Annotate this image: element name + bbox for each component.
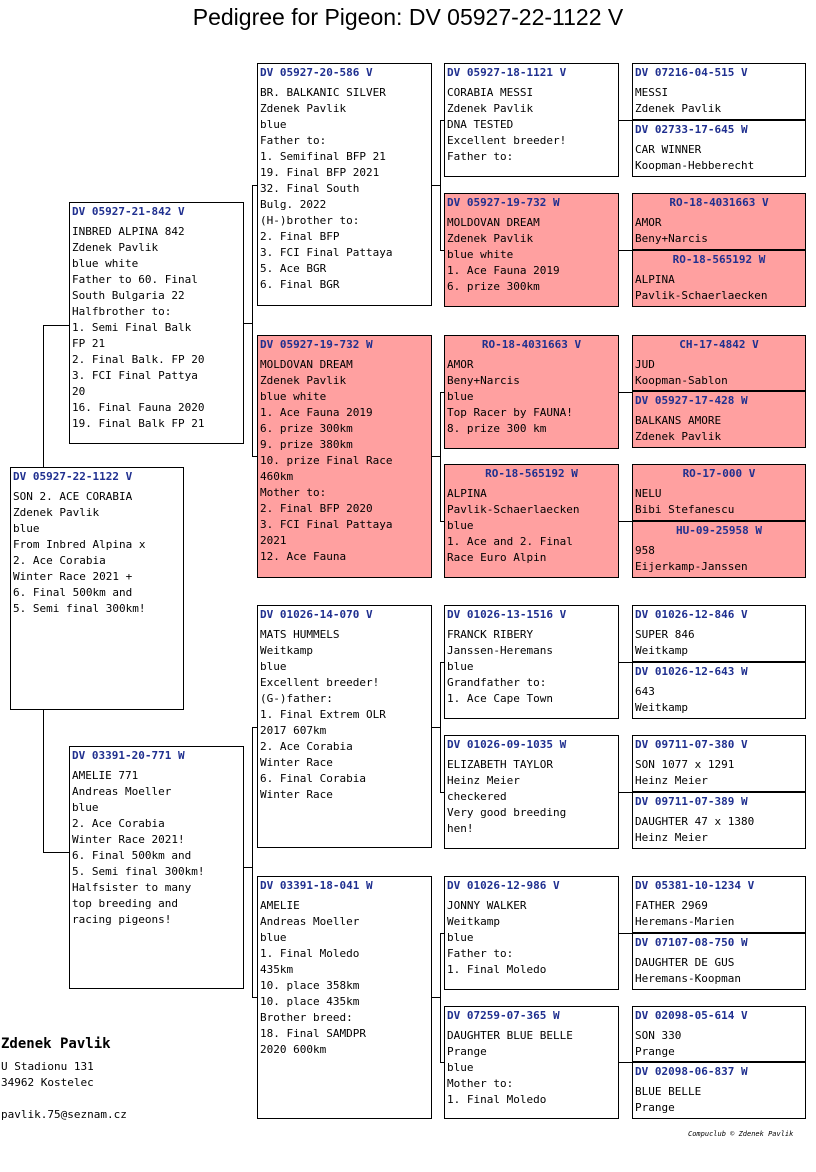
ring-number: DV 05927-21-842 V [72, 205, 185, 218]
pigeon-name: BR. BALKANIC SILVER [260, 86, 386, 99]
pigeon-breeder: Heinz Meier [447, 774, 520, 787]
connector-line [440, 792, 444, 793]
pigeon-detail-line: blue [447, 660, 474, 673]
connector-line [619, 933, 632, 934]
pigeon-name: ALPINA [447, 487, 487, 500]
pigeon-breeder: Prange [447, 1045, 487, 1058]
ring-number: DV 05381-10-1234 V [635, 879, 755, 892]
pigeon-card-ff[interactable] [257, 63, 432, 306]
pigeon-detail-line: hen! [447, 822, 474, 835]
pigeon-name: AMOR [447, 358, 474, 371]
pigeon-detail-line: 2. Ace Corabia [13, 554, 106, 567]
pigeon-detail-line: 1. Final Moledo [260, 947, 360, 960]
pigeon-detail-line: 3. FCI Final Pattaya [260, 246, 393, 259]
pigeon-breeder: Zdenek Pavlik [260, 374, 347, 387]
pigeon-breeder: Pavlik-Schaerlaecken [635, 289, 768, 302]
pigeon-detail-line: 5. Ace BGR [260, 262, 327, 275]
ring-number: DV 03391-20-771 W [72, 749, 185, 762]
ring-number: DV 01026-12-643 W [635, 665, 748, 678]
breeder-address-city: 34962 Kostelec [1, 1076, 94, 1089]
pigeon-card-g5-9[interactable] [632, 605, 806, 662]
page-title: Pedigree for Pigeon: DV 05927-22-1122 V [192, 4, 624, 30]
pigeon-card-g5-6[interactable] [632, 391, 806, 448]
pigeon-card-g5-1[interactable] [632, 63, 806, 120]
pigeon-detail-line: Top Racer by FAUNA! [447, 406, 573, 419]
ring-number: RO-18-565192 W [672, 253, 766, 266]
pigeon-detail-line: top breeding and [72, 897, 178, 910]
pigeon-breeder: Janssen-Heremans [447, 644, 553, 657]
pigeon-detail-line: 2. Final Balk. FP 20 [72, 353, 205, 366]
connector-line [440, 521, 444, 522]
pigeon-detail-line: Race Euro Alpin [447, 551, 547, 564]
pigeon-breeder: Zdenek Pavlik [72, 241, 159, 254]
pigeon-detail-line: Father to 60. Final [72, 273, 198, 286]
pigeon-card-fmf[interactable] [444, 335, 619, 449]
ring-number: DV 09711-07-389 W [635, 795, 748, 808]
pigeon-detail-line: 6. Final 500km and [13, 586, 133, 599]
pigeon-breeder: Zdenek Pavlik [260, 102, 347, 115]
pigeon-detail-line: 1. Semifinal BFP 21 [260, 150, 386, 163]
pigeon-card-g5-12[interactable] [632, 792, 806, 849]
pigeon-detail-line: 2. Ace Corabia [72, 817, 165, 830]
ring-number: DV 01026-13-1516 V [447, 608, 567, 621]
pigeon-detail-line: Winter Race 2021! [72, 833, 185, 846]
pigeon-detail-line: South Bulgaria 22 [72, 289, 185, 302]
pigeon-name: SON 330 [635, 1029, 682, 1042]
pigeon-name: 643 [635, 685, 655, 698]
connector-line [619, 521, 632, 522]
pigeon-breeder: Zdenek Pavlik [635, 430, 722, 443]
pigeon-detail-line: Brother breed: [260, 1011, 353, 1024]
pigeon-detail-line: 16. Final Fauna 2020 [72, 401, 205, 414]
pigeon-detail-line: 20 [72, 385, 86, 398]
pigeon-detail-line: From Inbred Alpina x [13, 538, 146, 551]
pigeon-card-g5-7[interactable] [632, 464, 806, 521]
connector-line [440, 392, 441, 522]
pigeon-breeder: Weitkamp [635, 701, 688, 714]
pigeon-name: MESSI [635, 86, 669, 99]
ring-number: DV 02733-17-645 W [635, 123, 748, 136]
ring-number: CH-17-4842 V [679, 338, 759, 351]
pigeon-detail-line: 12. Ace Fauna [260, 550, 347, 563]
connector-line [440, 933, 444, 934]
pigeon-detail-line: 19. Final Balk FP 21 [72, 417, 205, 430]
pigeon-detail-line: 1. Semi Final Balk [72, 321, 192, 334]
pigeon-name: MATS HUMMELS [260, 628, 340, 641]
connector-line [252, 727, 257, 728]
pigeon-detail-line: Halfsister to many [72, 881, 192, 894]
pigeon-detail-line: Grandfather to: [447, 676, 547, 689]
pigeon-detail-line: 1. Ace Fauna 2019 [260, 406, 373, 419]
pigeon-detail-line: 1. Final Moledo [447, 1093, 547, 1106]
pigeon-detail-line: Mother to: [447, 1077, 514, 1090]
pigeon-detail-line: Winter Race [260, 788, 333, 801]
connector-line [440, 662, 444, 663]
connector-line [432, 185, 440, 186]
ring-number: RO-18-4031663 V [669, 196, 769, 209]
pigeon-name: SON 1077 x 1291 [635, 758, 735, 771]
pigeon-breeder: Heremans-Koopman [635, 972, 741, 985]
pigeon-card-g5-2[interactable] [632, 120, 806, 177]
ring-number: RO-18-565192 W [485, 467, 578, 480]
pigeon-detail-line: 6. prize 300km [447, 280, 540, 293]
ring-number: DV 01026-12-846 V [635, 608, 748, 621]
pigeon-detail-line: Mother to: [260, 486, 327, 499]
pigeon-name: FATHER 2969 [635, 899, 708, 912]
pigeon-card-mfm[interactable] [444, 735, 619, 849]
pigeon-breeder: Koopman-Hebberecht [635, 159, 755, 172]
pigeon-detail-line: 1. Ace Cape Town [447, 692, 553, 705]
pigeon-detail-line: blue white [72, 257, 139, 270]
pigeon-card-mmf[interactable] [444, 876, 619, 990]
pigeon-detail-line: 2021 [260, 534, 287, 547]
pigeon-name: CAR WINNER [635, 143, 702, 156]
pigeon-detail-line: 18. Final SAMDPR [260, 1027, 366, 1040]
ring-number: DV 01026-14-070 V [260, 608, 373, 621]
pigeon-name: JONNY WALKER [447, 899, 527, 912]
connector-line [619, 792, 632, 793]
ring-number: DV 09711-07-380 V [635, 738, 748, 751]
pigeon-name: MOLDOVAN DREAM [260, 358, 353, 371]
pigeon-detail-line: (H-)brother to: [260, 214, 360, 227]
pigeon-breeder: Weitkamp [260, 644, 313, 657]
breeder-name: Zdenek Pavlik [1, 1036, 111, 1052]
pigeon-detail-line: Father to: [447, 947, 514, 960]
connector-line [43, 710, 44, 852]
pigeon-breeder: Heinz Meier [635, 774, 708, 787]
ring-number: DV 03391-18-041 W [260, 879, 373, 892]
pigeon-detail-line: FP 21 [72, 337, 106, 350]
pigeon-card-mm[interactable] [257, 876, 432, 1119]
pigeon-name: SON 2. ACE CORABIA [13, 490, 133, 503]
pigeon-breeder: Weitkamp [635, 644, 688, 657]
pigeon-card-g5-11[interactable] [632, 735, 806, 792]
pigeon-detail-line: 6. Final 500km and [72, 849, 192, 862]
connector-line [440, 392, 444, 393]
connector-line [440, 933, 441, 1063]
pigeon-name: SUPER 846 [635, 628, 695, 641]
pigeon-card-fm[interactable] [257, 335, 432, 578]
pigeon-detail-line: 10. place 435km [260, 995, 360, 1008]
pigeon-breeder: Eijerkamp-Janssen [635, 560, 748, 573]
connector-line [440, 662, 441, 792]
pigeon-breeder: Zdenek Pavlik [635, 102, 722, 115]
pigeon-detail-line: blue [72, 801, 99, 814]
pigeon-detail-line: 460km [260, 470, 294, 483]
pigeon-detail-line: 19. Final BFP 2021 [260, 166, 380, 179]
connector-line [619, 120, 632, 121]
connector-line [252, 727, 253, 998]
pigeon-breeder: Prange [635, 1101, 675, 1114]
pigeon-detail-line: Very good breeding [447, 806, 567, 819]
pigeon-card-mf[interactable] [257, 605, 432, 848]
pigeon-detail-line: blue [447, 390, 474, 403]
pigeon-detail-line: Excellent breeder! [260, 676, 380, 689]
pigeon-detail-line: 5. Semi final 300km! [13, 602, 146, 615]
ring-number: DV 02098-05-614 V [635, 1009, 748, 1022]
breeder-address-street: U Stadionu 131 [1, 1060, 94, 1073]
pigeon-detail-line: 6. Final BGR [260, 278, 340, 291]
pigeon-name: ELIZABETH TAYLOR [447, 758, 553, 771]
pigeon-name: ALPINA [635, 273, 675, 286]
ring-number: DV 02098-06-837 W [635, 1065, 748, 1078]
pigeon-breeder: Zdenek Pavlik [13, 506, 100, 519]
connector-line [432, 997, 440, 998]
ring-number: DV 07107-08-750 W [635, 936, 748, 949]
pigeon-detail-line: Winter Race 2021 + [13, 570, 133, 583]
pigeon-card-ffm[interactable] [444, 193, 619, 307]
pigeon-breeder: Bibi Stefanescu [635, 503, 735, 516]
pigeon-breeder: Beny+Narcis [635, 232, 708, 245]
connector-line [43, 325, 69, 326]
pigeon-card-g5-10[interactable] [632, 662, 806, 719]
ring-number: DV 07216-04-515 V [635, 66, 748, 79]
pigeon-detail-line: 2020 600km [260, 1043, 327, 1056]
connector-line [244, 867, 252, 868]
pigeon-card-g5-3[interactable] [632, 193, 806, 250]
pigeon-card-g5-15[interactable] [632, 1006, 806, 1062]
pigeon-detail-line: blue white [260, 390, 327, 403]
connector-line [43, 852, 69, 853]
pigeon-name: DAUGHTER DE GUS [635, 956, 735, 969]
pigeon-detail-line: Halfbrother to: [72, 305, 172, 318]
pigeon-breeder: Prange [635, 1045, 675, 1058]
pigeon-detail-line: blue white [447, 248, 514, 261]
pigeon-name: AMOR [635, 216, 662, 229]
pigeon-card-mff[interactable] [444, 605, 619, 719]
pigeon-card-mmm[interactable] [444, 1006, 619, 1119]
ring-number: HU-09-25958 W [675, 524, 763, 537]
pigeon-detail-line: 2. Final BFP 2020 [260, 502, 373, 515]
pigeon-breeder: Andreas Moeller [260, 915, 360, 928]
pigeon-detail-line: blue [13, 522, 40, 535]
pigeon-name: JUD [635, 358, 655, 371]
connector-line [440, 120, 441, 250]
ring-number: DV 05927-19-732 W [447, 196, 560, 209]
pigeon-detail-line: 1. Ace Fauna 2019 [447, 264, 560, 277]
connector-line [619, 1062, 632, 1063]
pigeon-detail-line: blue [447, 519, 474, 532]
pigeon-name: FRANCK RIBERY [447, 628, 534, 641]
connector-line [252, 997, 257, 998]
ring-number: DV 05927-17-428 W [635, 394, 748, 407]
pigeon-card-g5-5[interactable] [632, 335, 806, 391]
pigeon-detail-line: 10. prize Final Race [260, 454, 393, 467]
pigeon-detail-line: blue [447, 1061, 474, 1074]
connector-line [252, 185, 257, 186]
pigeon-breeder: Zdenek Pavlik [447, 232, 534, 245]
pigeon-breeder: Andreas Moeller [72, 785, 172, 798]
pigeon-card-father[interactable] [69, 202, 244, 444]
pigeon-name: AMELIE 771 [72, 769, 139, 782]
pigeon-detail-line: 1. Final Extrem OLR [260, 708, 386, 721]
pigeon-detail-line: 32. Final South [260, 182, 360, 195]
pigeon-detail-line: racing pigeons! [72, 913, 172, 926]
pigeon-card-g5-14[interactable] [632, 933, 806, 990]
connector-line [440, 120, 444, 121]
breeder-email[interactable]: pavlik.75@seznam.cz [1, 1108, 127, 1121]
pigeon-card-g5-8[interactable] [632, 521, 806, 578]
pigeon-name: AMELIE [260, 899, 300, 912]
connector-line [432, 456, 440, 457]
pigeon-detail-line: 5. Semi final 300km! [72, 865, 205, 878]
pigeon-breeder: Pavlik-Schaerlaecken [447, 503, 580, 516]
pigeon-name: 958 [635, 544, 655, 557]
connector-line [619, 250, 632, 251]
pigeon-name: CORABIA MESSI [447, 86, 534, 99]
pigeon-detail-line: 6. Final Corabia [260, 772, 366, 785]
pigeon-breeder: Heinz Meier [635, 831, 708, 844]
pigeon-detail-line: checkered [447, 790, 507, 803]
pigeon-card-fff[interactable] [444, 63, 619, 177]
pigeon-detail-line: 8. prize 300 km [447, 422, 547, 435]
pigeon-detail-line: 6. prize 300km [260, 422, 353, 435]
pigeon-detail-line: 10. place 358km [260, 979, 360, 992]
pigeon-detail-line: 3. FCI Final Pattaya [260, 518, 393, 531]
ring-number: DV 05927-19-732 W [260, 338, 373, 351]
ring-number: RO-17-000 V [682, 467, 756, 480]
ring-number: DV 01026-12-986 V [447, 879, 560, 892]
pigeon-detail-line: 1. Ace and 2. Final [447, 535, 573, 548]
connector-line [619, 662, 632, 663]
ring-number: DV 07259-07-365 W [447, 1009, 560, 1022]
pigeon-detail-line: Bulg. 2022 [260, 198, 327, 211]
ring-number: DV 05927-22-1122 V [13, 470, 133, 483]
pigeon-card-subject[interactable] [10, 467, 184, 710]
pigeon-detail-line: blue [447, 931, 474, 944]
pigeon-card-fmm[interactable] [444, 464, 619, 578]
connector-line [440, 250, 444, 251]
pigeon-detail-line: 2. Final BFP [260, 230, 340, 243]
pigeon-detail-line: blue [260, 660, 287, 673]
connector-line [432, 727, 440, 728]
pigeon-detail-line: Father to: [447, 150, 514, 163]
pigeon-detail-line: 9. prize 380km [260, 438, 353, 451]
pigeon-breeder: Heremans-Marien [635, 915, 735, 928]
ring-number: RO-18-4031663 V [481, 338, 582, 351]
pigeon-name: BLUE BELLE [635, 1085, 702, 1098]
pigeon-name: BALKANS AMORE [635, 414, 722, 427]
pigeon-detail-line: 3. FCI Final Pattya [72, 369, 198, 382]
pigeon-name: DAUGHTER BLUE BELLE [447, 1029, 573, 1042]
connector-line [252, 456, 257, 457]
pigeon-detail-line: 1. Final Moledo [447, 963, 547, 976]
pigeon-breeder: Beny+Narcis [447, 374, 520, 387]
pigeon-name: INBRED ALPINA 842 [72, 225, 185, 238]
ring-number: DV 05927-20-586 V [260, 66, 373, 79]
pigeon-card-mother[interactable] [69, 746, 244, 989]
connector-line [43, 325, 44, 467]
pigeon-detail-line: Excellent breeder! [447, 134, 567, 147]
ring-number: DV 05927-18-1121 V [447, 66, 567, 79]
connector-line [244, 323, 252, 324]
connector-line [619, 392, 632, 393]
connector-line [440, 1062, 444, 1063]
pigeon-detail-line: Winter Race [260, 756, 333, 769]
pigeon-detail-line: (G-)father: [260, 692, 333, 705]
pigeon-name: MOLDOVAN DREAM [447, 216, 540, 229]
connector-line [252, 185, 253, 457]
pigeon-detail-line: 435km [260, 963, 294, 976]
pigeon-card-g5-16[interactable] [632, 1062, 806, 1119]
footer-credit: Compuclub © Zdenek Pavlik [688, 1130, 794, 1138]
pigeon-detail-line: Father to: [260, 134, 327, 147]
pigeon-detail-line: DNA TESTED [447, 118, 514, 131]
pigeon-detail-line: 2. Ace Corabia [260, 740, 353, 753]
pigeon-breeder: Zdenek Pavlik [447, 102, 534, 115]
pigeon-breeder: Koopman-Sablon [635, 374, 728, 387]
pigeon-detail-line: blue [260, 931, 287, 944]
pigeon-card-g5-4[interactable] [632, 250, 806, 307]
pigeon-breeder: Weitkamp [447, 915, 500, 928]
ring-number: DV 01026-09-1035 W [447, 738, 567, 751]
pigeon-name: DAUGHTER 47 x 1380 [635, 815, 755, 828]
pigeon-name: NELU [635, 487, 662, 500]
pigeon-detail-line: blue [260, 118, 287, 131]
pigeon-card-g5-13[interactable] [632, 876, 806, 933]
pigeon-detail-line: 2017 607km [260, 724, 327, 737]
